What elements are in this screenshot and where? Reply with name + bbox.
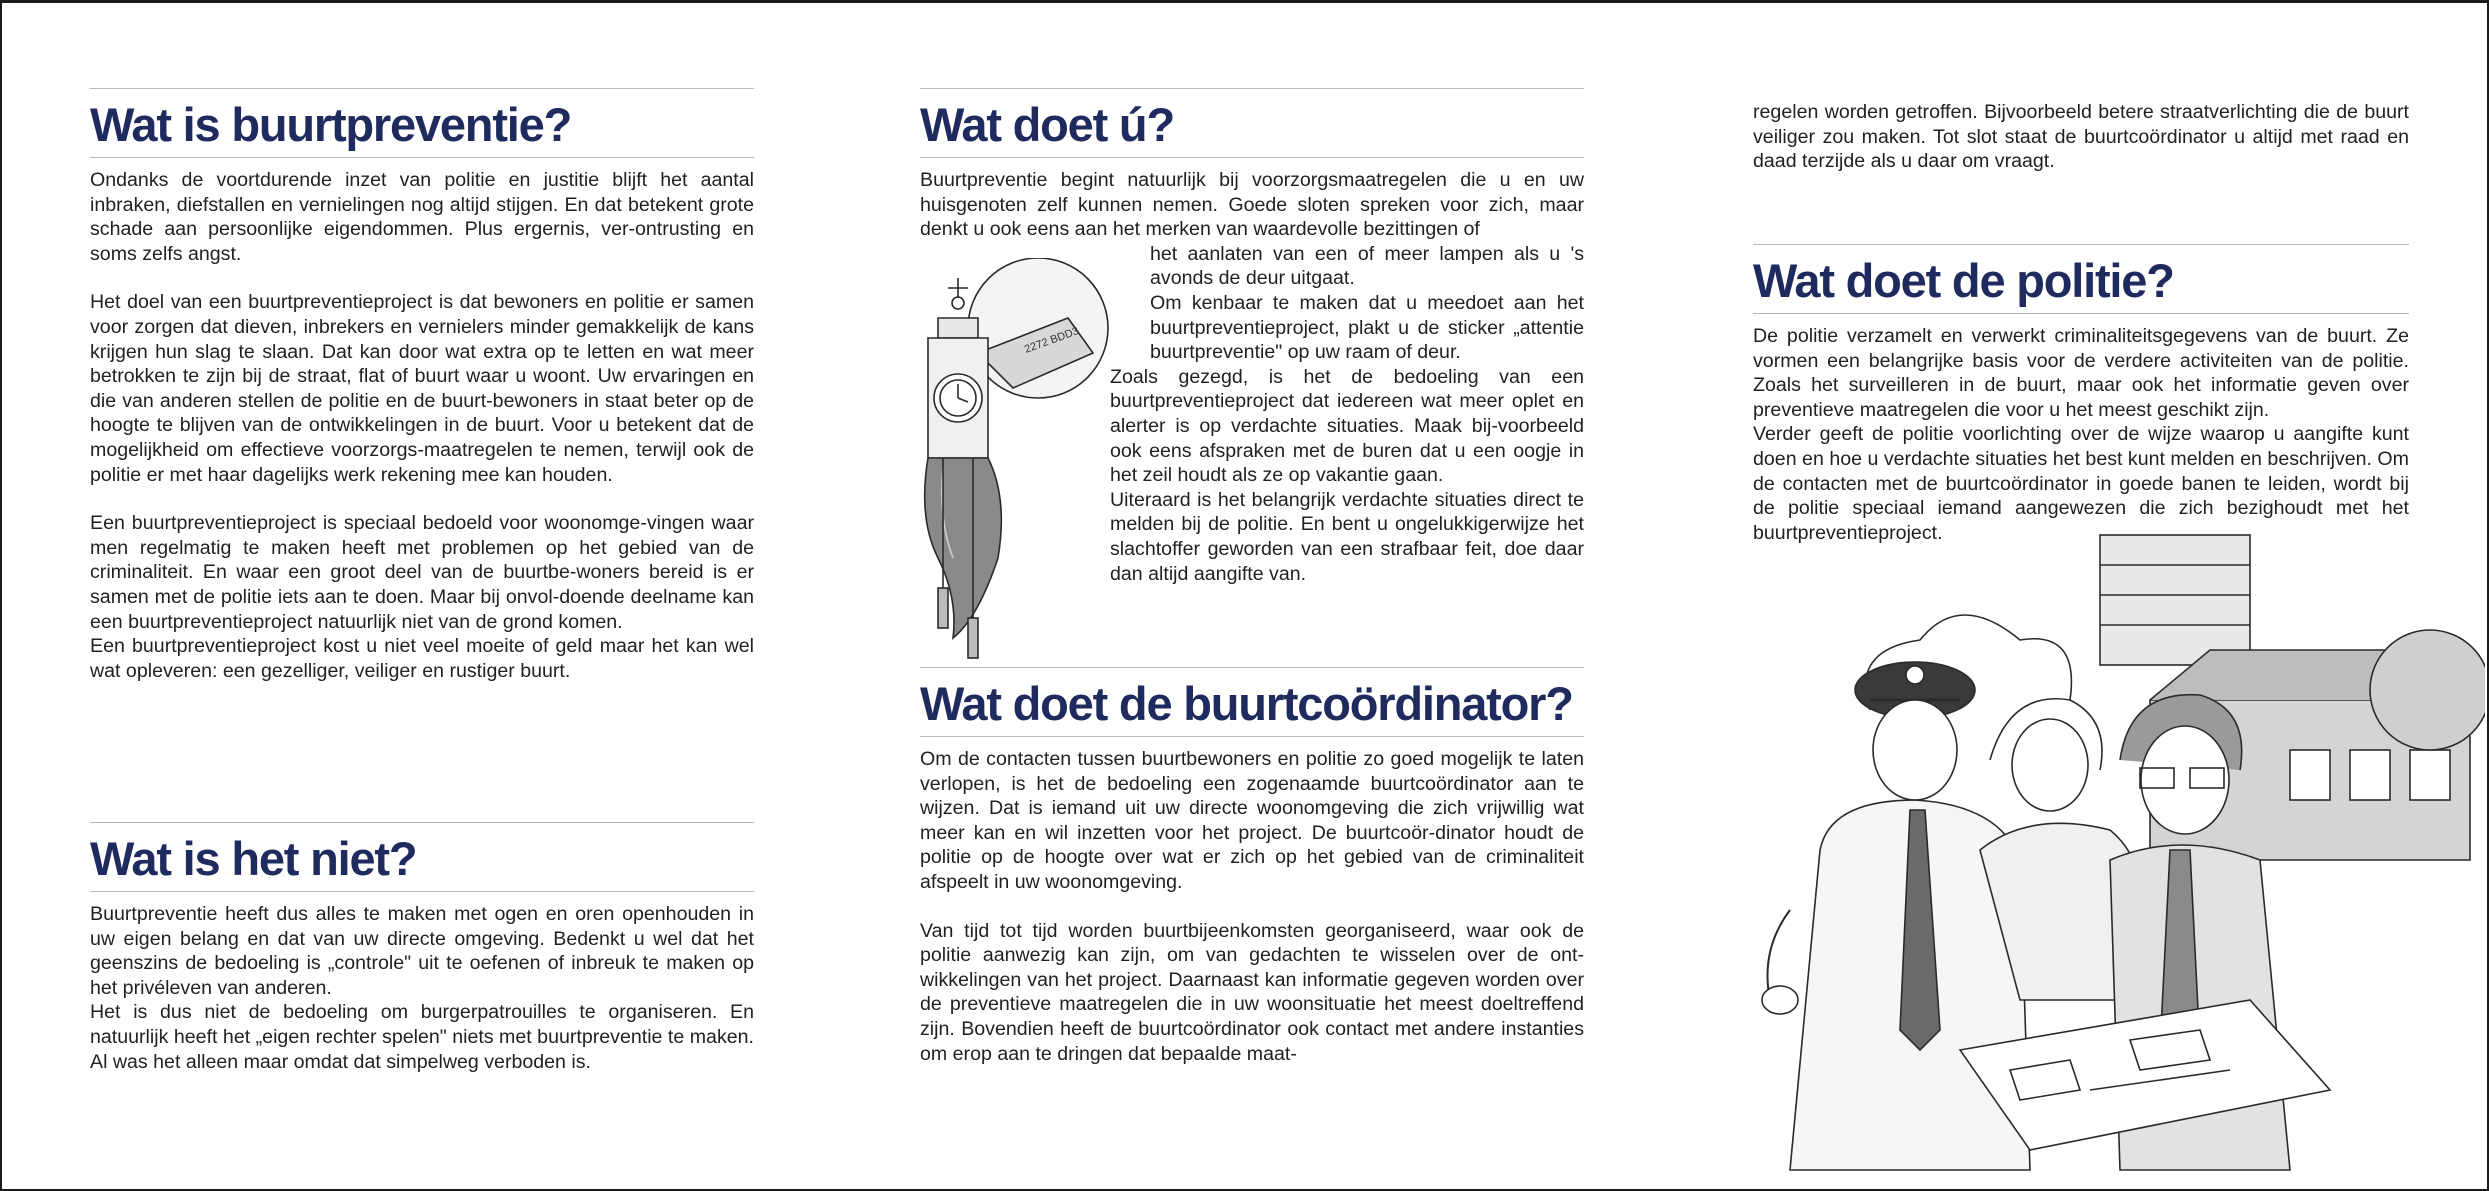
paragraph: Buurtpreventie heeft dus alles te maken met ogen en oren openhouden in uw eigen belang en dat van uw directe omgeving. Bedenkt u wel dat het geenszins de bedoeling is „controle" uit te oefenen of inbreuk te maken op het privéleven van anderen.	[90, 903, 754, 999]
heading-rule-top	[1753, 244, 2409, 245]
paragraph: Het doel van een buurtpreventieproject is dat bewoners en politie er samen voor zorgen dat dieven, inbrekers en vernielers minder gemakkelijk de kans krijgen hun slag te slaan. Dat kan door wat extra op te letten en wat meer betrokken te zijn bij de straat, flat of buurt waar u woont. Uw ervaringen en die van anderen stellen de politie en de buurt-bewoners in staat beter op de hoogte te blijven van de ontwikkelingen in de buurt. Voor u betekent dat de mogelijkheid om effectieve voorzorgs-maatregelen te nemen, terwijl ook de politie er met haar dagelijks werk rekening mee kan houden.	[90, 291, 754, 486]
police-and-residents-illustration	[1730, 530, 2485, 1186]
paragraph: het aanlaten van een of meer lampen als u 's avonds de deur uitgaat.	[1150, 242, 1584, 290]
heading-rule-top	[90, 88, 754, 89]
paragraph: Buurtpreventie begint natuurlijk bij voorzorgsmaatregelen die u en uw huisgenoten zelf kunnen nemen. Goede sloten spreken voor zich, maar denkt u ook eens aan het merken van waardevolle bezittingen of	[920, 169, 1584, 241]
column-right-lower	[1753, 244, 2409, 545]
paragraph: Uiteraard is het belangrijk verdachte situaties direct te melden bij de politie. En bent u ongelukkigerwijze het slachtoffer geworden van een strafbaar feit, doe daar dan altijd aangifte van.	[1110, 488, 1584, 585]
heading-rule-bottom	[90, 891, 754, 892]
heading-wat-doet-de-politie: Wat doet de politie?	[1753, 254, 2174, 307]
heading-rule-bottom	[90, 157, 754, 158]
heading-wat-doet-de-buurtcoordinator: Wat doet de buurtcoördinator?	[920, 677, 1573, 730]
heading-rule-top	[90, 822, 754, 823]
paragraph: Een buurtpreventieproject kost u niet veel moeite of geld maar het kan wel wat opleveren: een gezelliger, veiliger en rustiger buurt.	[90, 635, 754, 682]
paragraph: regelen worden getroffen. Bijvoorbeeld betere straatverlichting die de buurt veiliger zou maken. Tot slot staat de buurtcoördinator u altijd met raad en daad terzijde als u daar om vraagt.	[1753, 101, 2409, 173]
wall-clock-illustration	[918, 258, 1148, 678]
paragraph: Verder geeft de politie voorlichting over de wijze waarop u aangifte kunt doen en hoe u verdachte situaties het best kunt melden en beschrijven. Om de contacten met de buurtcoördinator in goede banen te leiden, wordt bij de politie speciaal iemand aangewezen die zich bezighoudt met het buurtpreventieproject.	[1753, 423, 2409, 544]
column-left-lower	[90, 822, 754, 1074]
column-left	[90, 88, 754, 683]
paragraph: Het is dus niet de bedoeling om burgerpatrouilles te organiseren. En natuurlijk heeft het „eigen rechter spelen" niets met buurtpreventie te maken. Al was het alleen maar omdat dat simpelweg verboden is.	[90, 1001, 754, 1073]
column-right	[1753, 100, 2409, 174]
column-middle-lower	[920, 667, 1584, 1066]
heading-rule-top	[920, 667, 1584, 668]
heading-rule-bottom	[1753, 313, 2409, 314]
heading-wat-doet-u: Wat doet ú?	[920, 98, 1174, 151]
paragraph: Ondanks de voortdurende inzet van politie en justitie blijft het aantal inbraken, diefstallen en vernielingen nog altijd stijgen. En dat betekent grote schade aan persoonlijke eigendommen. Plus ergernis, ver-ontrusting en soms zelfs angst.	[90, 169, 754, 265]
heading-wat-is-buurtpreventie: Wat is buurtpreventie?	[90, 98, 572, 151]
heading-rule-top	[920, 88, 1584, 89]
heading-rule-bottom	[920, 157, 1584, 158]
paragraph: Om kenbaar te maken dat u meedoet aan het buurtpreventieproject, plakt u de sticker „attentie buurtpreventie" op uw raam of deur.	[1150, 291, 1584, 364]
heading-rule-bottom	[920, 736, 1584, 737]
paragraph: Van tijd tot tijd worden buurtbijeenkomsten georganiseerd, waar ook de politie aanwezig kan zijn, om van gedachten te wisselen over de ont-wikkelingen van het project. Daarnaast kan informatie gegeven worden over de preventieve maatregelen die in uw woonsituatie het meest doeltreffend zijn. Bovendien heeft de buurtcoördinator ook contact met andere instanties om erop aan te dringen dat bepaalde maat-	[920, 919, 1584, 1065]
paragraph: Om de contacten tussen buurtbewoners en politie zo goed mogelijk te laten verlopen, is het de bedoeling een zogenaamde buurtcoördinator aan te wijzen. Dat is iemand uit uw directe woonomgeving die zich vrijwillig wat meer kan en wil inzetten voor het project. De buurtcoör-dinator houdt de politie op de hoogte over wat er zich op het gebied van de criminaliteit afspeelt in uw woonomgeving.	[920, 748, 1584, 893]
svg-text:2272 BDD3: 2272 BDD3	[1022, 325, 1081, 356]
heading-wat-is-het-niet: Wat is het niet?	[90, 832, 417, 885]
paragraph: De politie verzamelt en verwerkt criminaliteitsgegevens van de buurt. Ze vormen een belangrijke basis voor de verdere activiteiten van de politie. Zoals het surveilleren in de buurt, maar ook het informatie geven over preventieve maatregelen die voor u het meest geschikt zijn.	[1753, 325, 2409, 421]
paragraph: Zoals gezegd, is het de bedoeling van een buurtpreventieproject dat iedereen wat meer oplet en alerter is op verdachte situaties. Maak bij-voorbeeld ook eens afspraken met de buren dat u een oogje in het zeil houdt als ze op vakantie gaan.	[1110, 365, 1584, 487]
paragraph: Een buurtpreventieproject is speciaal bedoeld voor woonomge-vingen waar men regelmatig te maken heeft met problemen op het gebied van de criminaliteit. En waar een groot deel van de buurtbe-woners bereid is er samen met de politie iets aan te doen. Maar bij onvol-doende deelname kan een buurtpreventieproject natuurlijk niet van de grond komen.	[90, 512, 754, 633]
